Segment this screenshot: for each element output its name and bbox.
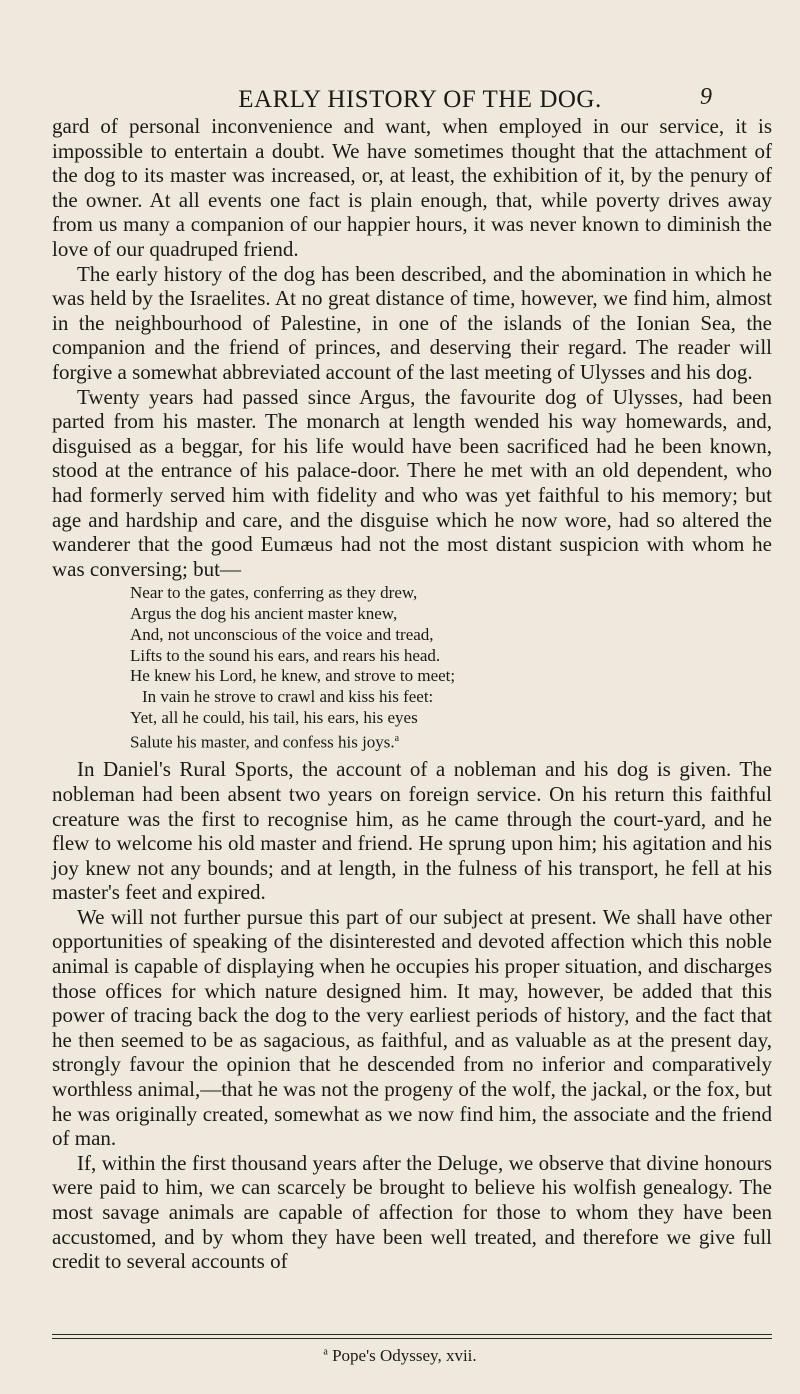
verse-line: Lifts to the sound his ears, and rears his head. (130, 645, 441, 665)
paragraph: In Daniel's Rural Sports, the account of a nobleman and his dog is given. The nobleman had been absent two years on foreign service. On his return this faithful creature was the first to recognise him, as he came through the court-yard, and he flew to welcome his old master and friend. He sprung upon him; his agitation and his joy knew not any bounds; and at length, in the fulness of his transport, he fell at his master's feet and expired. (52, 757, 772, 905)
footnote-reference: a (394, 732, 400, 744)
verse-line: In vain he strove to crawl and kiss his feet: (142, 687, 434, 707)
page-number: 9 (700, 84, 712, 110)
running-title: EARLY HISTORY OF THE DOG. (238, 86, 602, 113)
paragraph: gard of personal inconvenience and want, when employed in our service, it is impossible to entertain a doubt. We have sometimes thought that the attachment of the dog to its master was increased, or, at least, the exhibition of it, by the penury of the owner. At all events one fact is plain enough, that, while poverty drives away from us many a companion of our happier hours, it was never known to diminish the love of our quadruped friend. (52, 114, 772, 261)
paragraph: Twenty years had passed since Argus, the favourite dog of Ulysses, had been parted from his master. The monarch at length wended his way homewards, and, disguised as a beggar, for his life would have been sacrificed had he been known, stood at the entrance of his palace-door. There he met with an old dependent, who had formerly served him with fidelity and who was yet faithful to his memory; but age and hardship and care, and the disguise which he now wore, had so altered the wanderer that the good Eumæus had not the most distant suspicion with whom he was conversing; but— (52, 384, 772, 581)
verse-quotation (130, 583, 772, 753)
verse-line: Argus the dog his ancient master knew, (130, 604, 398, 624)
verse-line: Near to the gates, conferring as they drew, (130, 583, 418, 603)
footnote-rule-secondary (52, 1338, 772, 1339)
verse-line: And, not unconscious of the voice and tread, (130, 624, 434, 644)
verse-line: He knew his Lord, he knew, and strove to meet; (130, 666, 456, 686)
verse-line-text: Salute his master, and confess his joys. (130, 732, 395, 752)
paragraph: If, within the first thousand years after the Deluge, we observe that divine honours were paid to him, we can scarcely be brought to believe his wolfish genealogy. The most savage animals are capable of affection for those to whom they have been accustomed, and by whom they have been well treated, and therefore we give full credit to several accounts of (52, 1150, 772, 1274)
page-body (52, 114, 772, 1274)
verse-line: Yet, all he could, his tail, his ears, his eyes (130, 708, 418, 728)
footnote-rule (52, 1334, 772, 1335)
footnote-text: Pope's Odyssey, xvii. (332, 1346, 477, 1365)
paragraph: We will not further pursue this part of our subject at present. We shall have other opportunities of speaking of the disinterested and devoted affection which this noble animal is capable of displaying when he occupies his proper situation, and discharges those offices for which nature designed him. It may, however, be added that this power of tracing back the dog to the very earliest periods of history, and the fact that he then seemed to be as sagacious, as faithful, and as valuable as at the present day, strongly favour the opinion that he descended from no inferior and comparatively worthless animal,—that he was not the progeny of the wolf, the jackal, or the fox, but he was originally created, somewhat as we now find him, the associate and the friend of man. (52, 904, 772, 1151)
paragraph: The early history of the dog has been described, and the abomination in which he was held by the Israelites. At no great distance of time, however, we find him, almost in the neighbourhood of Palestine, in one of the islands of the Ionian Sea, the companion and the friend of princes, and deserving their regard. The reader will forgive a somewhat abbreviated account of the last meeting of Ulysses and his dog. (52, 261, 772, 384)
footnote-marker: a (323, 1346, 328, 1358)
verse-line-last (130, 729, 772, 753)
footnote (0, 1346, 800, 1366)
